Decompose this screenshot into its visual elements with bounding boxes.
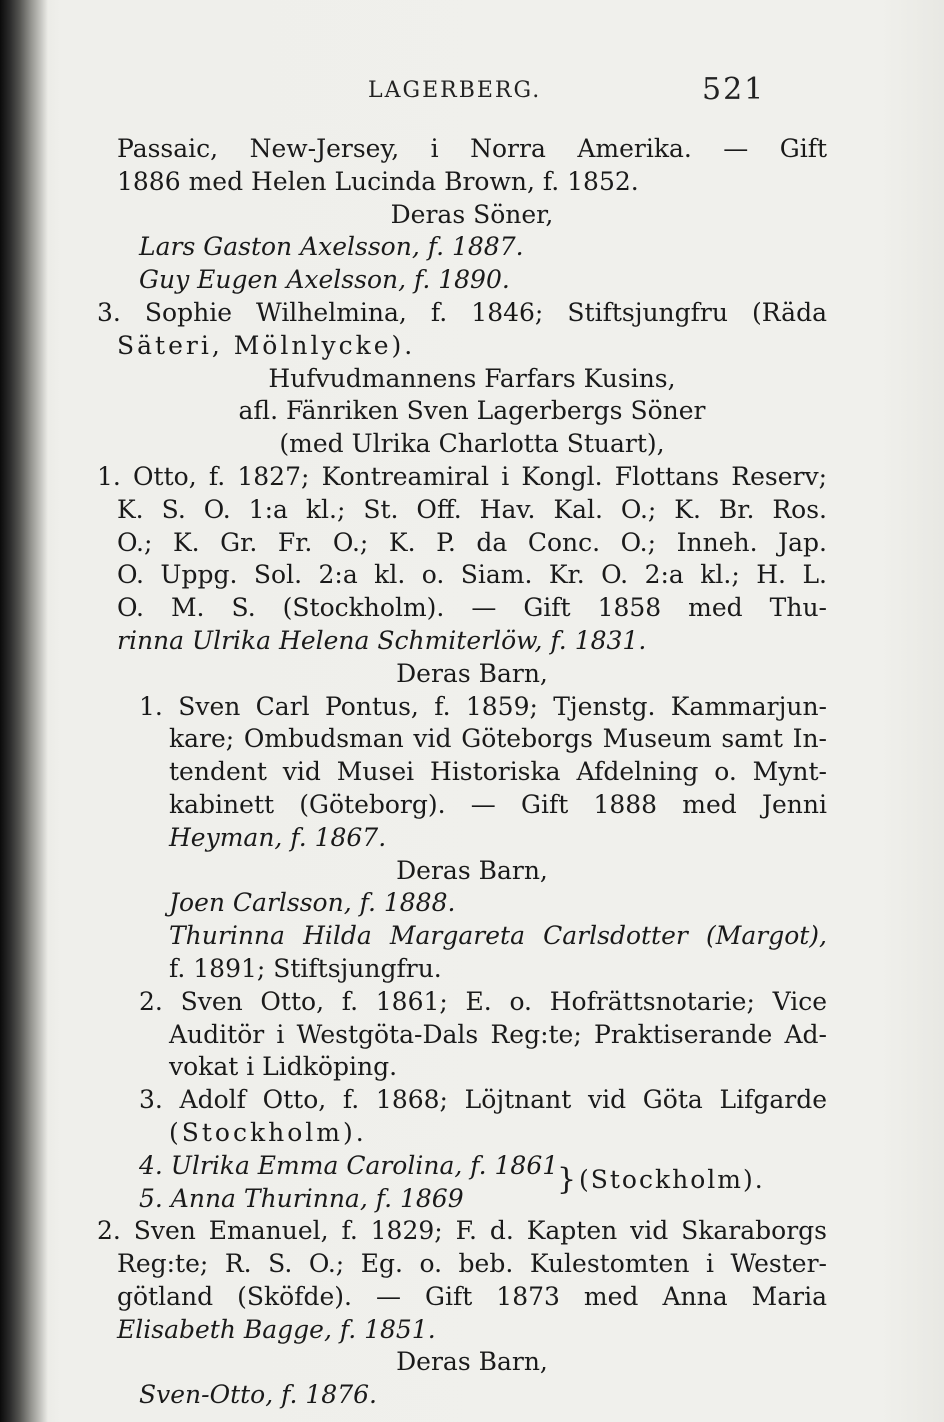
text-line: kare; Ombudsman vid Göteborgs Museum samt In- <box>169 724 827 754</box>
text-line: 2. Sven Emanuel, f. 1829; F. d. Kapten vid Skaraborgs <box>97 1216 827 1246</box>
text-line: Thurinna Hilda Margareta Carlsdotter (Margot), <box>169 921 827 951</box>
text-line: vokat i Lidköping. <box>169 1052 398 1082</box>
running-title: LAGERBERG. <box>368 78 542 103</box>
text-line: Auditör i Westgöta-Dals Reg:te; Praktiserande Ad- <box>169 1019 827 1049</box>
text-line: O. Uppg. Sol. 2:a kl. o. Siam. Kr. O. 2:a kl.; H. L. <box>117 560 827 590</box>
text-line: Hufvudmannens Farfars Kusins, <box>268 363 676 393</box>
text-line: afl. Fänriken Sven Lagerbergs Söner <box>238 396 706 426</box>
text-line: Deras Söner, <box>390 199 554 229</box>
text-line: Passaic, New-Jersey, i Norra Amerika. — Gift <box>117 134 827 163</box>
text-line: Guy Eugen Axelsson, f. 1890. <box>139 265 510 295</box>
brace-symbol: } <box>557 1161 577 1197</box>
text-line: f. 1891; Stiftsjungfru. <box>169 953 442 983</box>
text-line: 3. Adolf Otto, f. 1868; Löjtnant vid Göta Lifgarde <box>139 1085 827 1115</box>
text-line: O.; K. Gr. Fr. O.; K. P. da Conc. O.; Inneh. Jap. <box>117 527 827 557</box>
text-line: Deras Barn, <box>396 658 548 688</box>
text-line: Sven-Otto, f. 1876. <box>139 1380 377 1410</box>
text-line: 2. Sven Otto, f. 1861; E. o. Hofrättsnotarie; Vice <box>139 986 827 1016</box>
text-line: 4. Ulrika Emma Carolina, f. 1861 <box>139 1150 559 1180</box>
text-line: 1. Otto, f. 1827; Kontreamiral i Kongl. Flottans Reserv; <box>97 461 827 491</box>
text-line: Heyman, f. 1867. <box>169 822 387 852</box>
genealogy-text <box>97 133 827 1412</box>
text-line: 3. Sophie Wilhelmina, f. 1846; Stiftsjungfru (Räda <box>97 297 827 327</box>
text-line: Deras Barn, <box>396 855 548 885</box>
text-line: götland (Sköfde). — Gift 1873 med Anna Maria <box>117 1281 827 1311</box>
book-spine-shadow <box>0 0 48 1422</box>
brace-group <box>117 1150 827 1216</box>
text-line: Elisabeth Bagge, f. 1851. <box>117 1314 436 1344</box>
text-line: Deras Barn, <box>396 1347 548 1377</box>
text-line: 1. Sven Carl Pontus, f. 1859; Tjenstg. Kammarjun- <box>139 691 827 721</box>
page-header <box>0 72 944 112</box>
text-line: Lars Gaston Axelsson, f. 1887. <box>139 232 524 262</box>
text-line: 5. Anna Thurinna, f. 1869 <box>139 1183 464 1213</box>
brace-note: (Stockholm). <box>579 1164 765 1194</box>
text-line: (Stockholm). <box>169 1117 367 1147</box>
text-line: tendent vid Musei Historiska Afdelning o. Mynt- <box>169 757 827 787</box>
text-line: K. S. O. 1:a kl.; St. Off. Hav. Kal. O.; K. Br. Ros. <box>117 494 827 524</box>
text-line: rinna Ulrika Helena Schmiterlöw, f. 1831. <box>117 625 647 655</box>
page-number: 521 <box>702 72 766 107</box>
text-line: (med Ulrika Charlotta Stuart), <box>279 429 665 459</box>
text-line: Reg:te; R. S. O.; Eg. o. beb. Kulestomten i Wester- <box>117 1249 827 1279</box>
text-line: Joen Carlsson, f. 1888. <box>169 888 456 918</box>
text-line: O. M. S. (Stockholm). — Gift 1858 med Thu- <box>117 593 827 623</box>
text-line: Säteri, Mölnlycke). <box>117 330 416 360</box>
text-line: kabinett (Göteborg). — Gift 1888 med Jenni <box>169 789 827 819</box>
text-line: 1886 med Helen Lucinda Brown, f. 1852. <box>117 166 639 196</box>
